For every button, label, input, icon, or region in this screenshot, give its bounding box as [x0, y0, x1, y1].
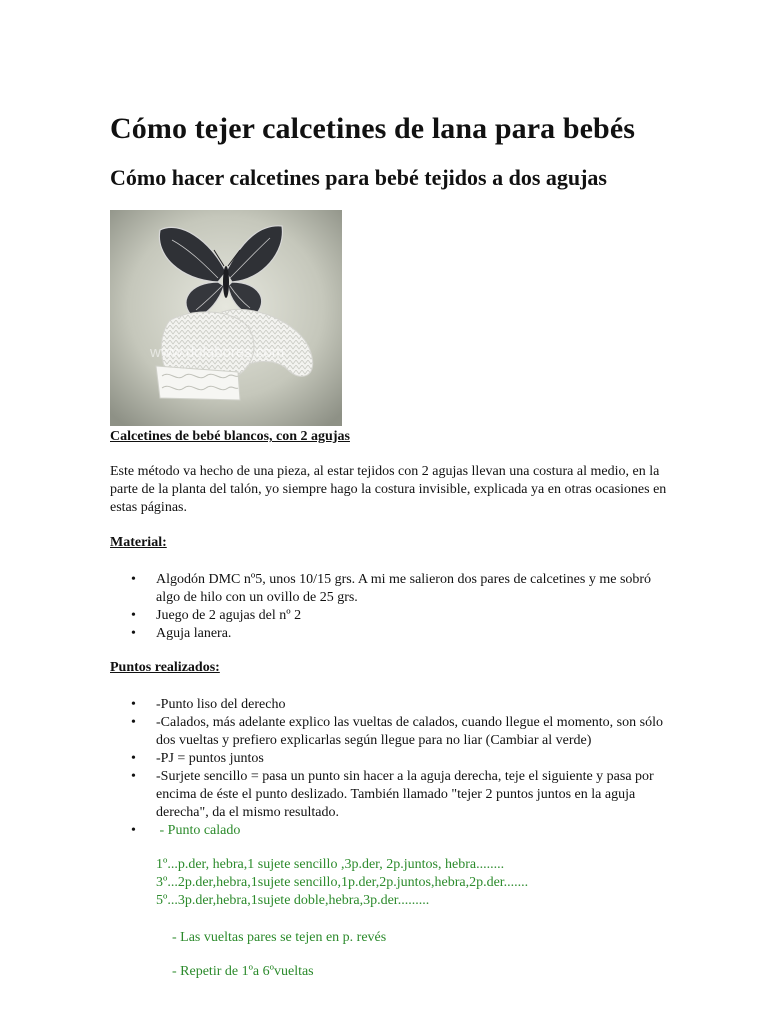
- list-item: • Algodón DMC nº5, unos 10/15 grs. A mi me salieron dos pares de calcetines y me sobró algo de hilo con un ovillo de 25 grs.: [156, 571, 670, 607]
- list-item: • Juego de 2 agujas del nº 2: [156, 607, 670, 625]
- image-caption: Calcetines de bebé blancos, con 2 agujas: [110, 429, 350, 444]
- intro-paragraph: Este método va hecho de una pieza, al estar tejidos con 2 agujas llevan una costura al medio, en la parte de la planta del talón, yo siempre hago la costura invisible, explicada ya en otras ocasiones en estas páginas.: [110, 464, 667, 515]
- calado-rows: [156, 856, 528, 910]
- page-title: Cómo tejer calcetines de lana para bebés: [110, 112, 636, 145]
- list-item: • -PJ = puntos juntos: [156, 750, 670, 768]
- image-watermark: www.dolabores.com: [150, 344, 285, 361]
- page-subtitle: Cómo hacer calcetines para bebé tejidos a dos agujas: [110, 165, 607, 190]
- list-item: • Aguja lanera.: [156, 625, 670, 643]
- calado-row: 5º...3p.der,hebra,1sujete doble,hebra,3p.der.........: [156, 893, 430, 908]
- baby-socks-photo: [110, 210, 342, 426]
- calado-note-even-rows: - Las vueltas pares se tejen en p. revés: [172, 930, 387, 945]
- list-item: • -Punto liso del derecho: [156, 696, 670, 714]
- calado-note-repeat: - Repetir de 1ºa 6ºvueltas: [172, 964, 314, 979]
- calado-row: 3º...2p.der,hebra,1sujete sencillo,1p.der,2p.juntos,hebra,2p.der.......: [156, 875, 529, 890]
- material-heading: Material:: [110, 535, 167, 550]
- list-item: • -Calados, más adelante explico las vueltas de calados, cuando llegue el momento, son sólo dos vueltas y prefiero explicarlas según llegue para no liar (Cambiar al verde): [156, 714, 670, 750]
- material-list: [110, 571, 670, 643]
- list-item: • -Surjete sencillo = pasa un punto sin hacer a la aguja derecha, teje el siguiente y pasa por encima de éste el punto deslizado. También llamado "tejer 2 puntos juntos en la aguja derecha", da el mismo resultado.: [156, 768, 670, 822]
- punto-calado-label: - Punto calado: [156, 823, 241, 838]
- list-item-punto-calado: [156, 822, 670, 840]
- calado-row: 1º...p.der, hebra,1 sujete sencillo ,3p.der, 2p.juntos, hebra........: [156, 857, 505, 872]
- puntos-list: [110, 696, 670, 840]
- puntos-heading: Puntos realizados:: [110, 660, 220, 675]
